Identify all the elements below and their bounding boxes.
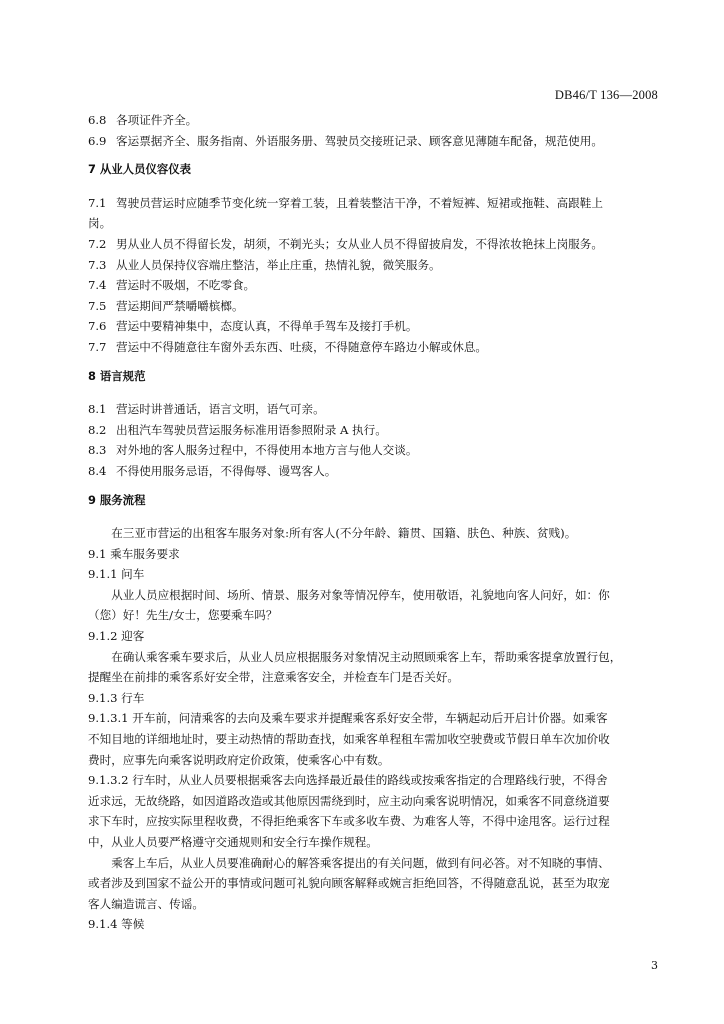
paragraph-line: 9.1.3.2 行车时，从业人员要根据乘客去向选择最近最佳的路线或按乘客指定的合理路线行驶，不得舍: [88, 773, 608, 788]
clause-7-4: [88, 275, 658, 296]
clause-number: 8.1: [88, 402, 107, 417]
clause-8-3: [88, 440, 658, 461]
clause-9-1-1-heading: 9.1.1 问车: [88, 567, 145, 582]
clause-7-5: [88, 296, 658, 317]
clause-number: 6.9: [88, 133, 107, 148]
paragraph-line: 9.1.3.1 开车前，问清乘客的去向及乘车要求并提醒乘客系好安全带，车辆起动后开启计价器。如乘客: [88, 711, 608, 726]
clause-7-6: [88, 316, 658, 337]
clause-6-8: [88, 110, 658, 131]
clause-text: 对外地的客人服务过程中，不得使用本地方言与他人交谈。: [116, 443, 418, 458]
clause-9-1-heading: 9.1 乘车服务要求: [88, 546, 180, 561]
clause-7-1: [88, 193, 658, 214]
clause-number: 8.3: [88, 443, 107, 458]
clause-text: 不得使用服务忌语，不得侮辱、谩骂客人。: [116, 463, 337, 478]
clause-text: 岗。: [88, 216, 112, 231]
clause-9-1-3-heading: 9.1.3 行车: [88, 690, 145, 705]
section-7-heading: 7 从业人员仪容仪表: [88, 162, 192, 177]
paragraph-line: 近求远，无故绕路，如因道路改造或其他原因需绕到时，应主动向乘客说明情况，如乘客不同意绕道要: [88, 793, 610, 808]
clause-8-4: [88, 461, 658, 482]
paragraph-line: 求下车时，应按实际里程收费，不得拒绝乘客下车或多收车费、为难客人等，不得中途甩客。运行过程: [88, 814, 610, 829]
clause-7-7: [88, 337, 658, 358]
page-number: 3: [651, 959, 658, 972]
paragraph-line: （您）好！先生/女士，您要乘车吗？: [88, 608, 278, 623]
clause-text: 营运中不得随意往车窗外丢东西、吐痰，不得随意停车路边小解或休息。: [116, 339, 488, 354]
clause-number: 7.5: [88, 298, 107, 313]
paragraph-line: 或者涉及到国家不益公开的事情或问题可礼貌向顾客解释或婉言拒绝回答，不得随意乱说，甚至为取宠: [88, 876, 610, 891]
standard-code: DB46/T 136—2008: [554, 88, 658, 102]
paragraph-line: 提醒坐在前排的乘客系好安全带，注意乘客安全，并检查车门是否关好。: [88, 670, 460, 685]
clause-number: 7.2: [88, 236, 107, 251]
clause-8-2: [88, 420, 658, 441]
clause-8-1: [88, 399, 658, 420]
clause-text: 出租汽车驾驶员营运服务标准用语参照附录 A 执行。: [116, 422, 387, 437]
section-8-heading: 8 语言规范: [88, 368, 146, 383]
clause-7-2: [88, 234, 658, 255]
paragraph-line: 从业人员应根据时间、场所、情景、服务对象等情况停车，使用敬语，礼貌地向客人问好，如：你: [111, 587, 610, 602]
paragraph-line: 客人编造谎言、传谣。: [88, 896, 204, 911]
paragraph-line: 乘客上车后，从业人员要准确耐心的解答乘客提出的有关问题，做到有问必答。对不知晓的事情、: [111, 855, 610, 870]
clause-9-1-4-heading: 9.1.4 等候: [88, 917, 145, 932]
clause-number: 7.3: [88, 257, 107, 272]
clause-text: 男从业人员不得留长发，胡须，不剃光头；女从业人员不得留披肩发，不得浓妆艳抹上岗服务。: [116, 236, 603, 251]
clause-text: 客运票据齐全、服务指南、外语服务册、驾驶员交接班记录、顾客意见薄随车配备，规范使用。: [116, 133, 603, 148]
paragraph-line: 在确认乘客乘车要求后，从业人员应根据服务对象情况主动照顾乘客上车，帮助乘客提拿放置行包，: [111, 649, 622, 664]
paragraph-line: 中，从业人员要严格遵守交通规则和安全行车操作规程。: [88, 835, 378, 849]
section-9-heading: 9 服务流程: [88, 492, 146, 507]
clause-number: 8.2: [88, 422, 107, 437]
clause-number: 7.4: [88, 278, 107, 293]
clause-7-1-cont: [88, 213, 658, 234]
clause-text: 营运中要精神集中，态度认真，不得单手驾车及接打手机。: [116, 319, 418, 334]
clause-text: 营运时讲普通话，语言文明，语气可亲。: [116, 402, 325, 417]
clause-number: 7.7: [88, 339, 107, 354]
clause-number: 7.6: [88, 319, 107, 334]
clause-text: 驾驶员营运时应随季节变化统一穿着工装，且着装整洁干净，不着短裤、短裙或拖鞋、高跟鞋上: [116, 195, 603, 210]
clause-text: 营运期间严禁嚼嚼槟榔。: [116, 298, 244, 313]
clause-number: 7.1: [88, 195, 107, 210]
document-body: [88, 110, 658, 935]
paragraph-line: 费时，应事先向乘客说明政府定价政策，使乘客心中有数。: [88, 752, 390, 767]
clause-number: 6.8: [88, 113, 107, 127]
paragraph-line: 不知目地的详细地址时，要主动热情的帮助查找，如乘客单程租车需加收空驶费或节假日单车次加价收: [88, 732, 610, 747]
clause-9-1-2-heading: 9.1.2 迎客: [88, 629, 145, 644]
clause-6-9: [88, 131, 658, 152]
clause-text: 营运时不吸烟，不吃零食。: [116, 278, 256, 293]
clause-number: 8.4: [88, 463, 107, 478]
section-9-intro: 在三亚市营运的出租客车服务对象:所有客人(不分年龄、籍贯、国籍、肤色、种族、贫贱)。: [111, 526, 577, 541]
clause-text: 各项证件齐全。: [116, 113, 198, 127]
clause-text: 从业人员保持仪容端庄整洁，举止庄重，热情礼貌，微笑服务。: [116, 257, 441, 272]
clause-7-3: [88, 255, 658, 276]
